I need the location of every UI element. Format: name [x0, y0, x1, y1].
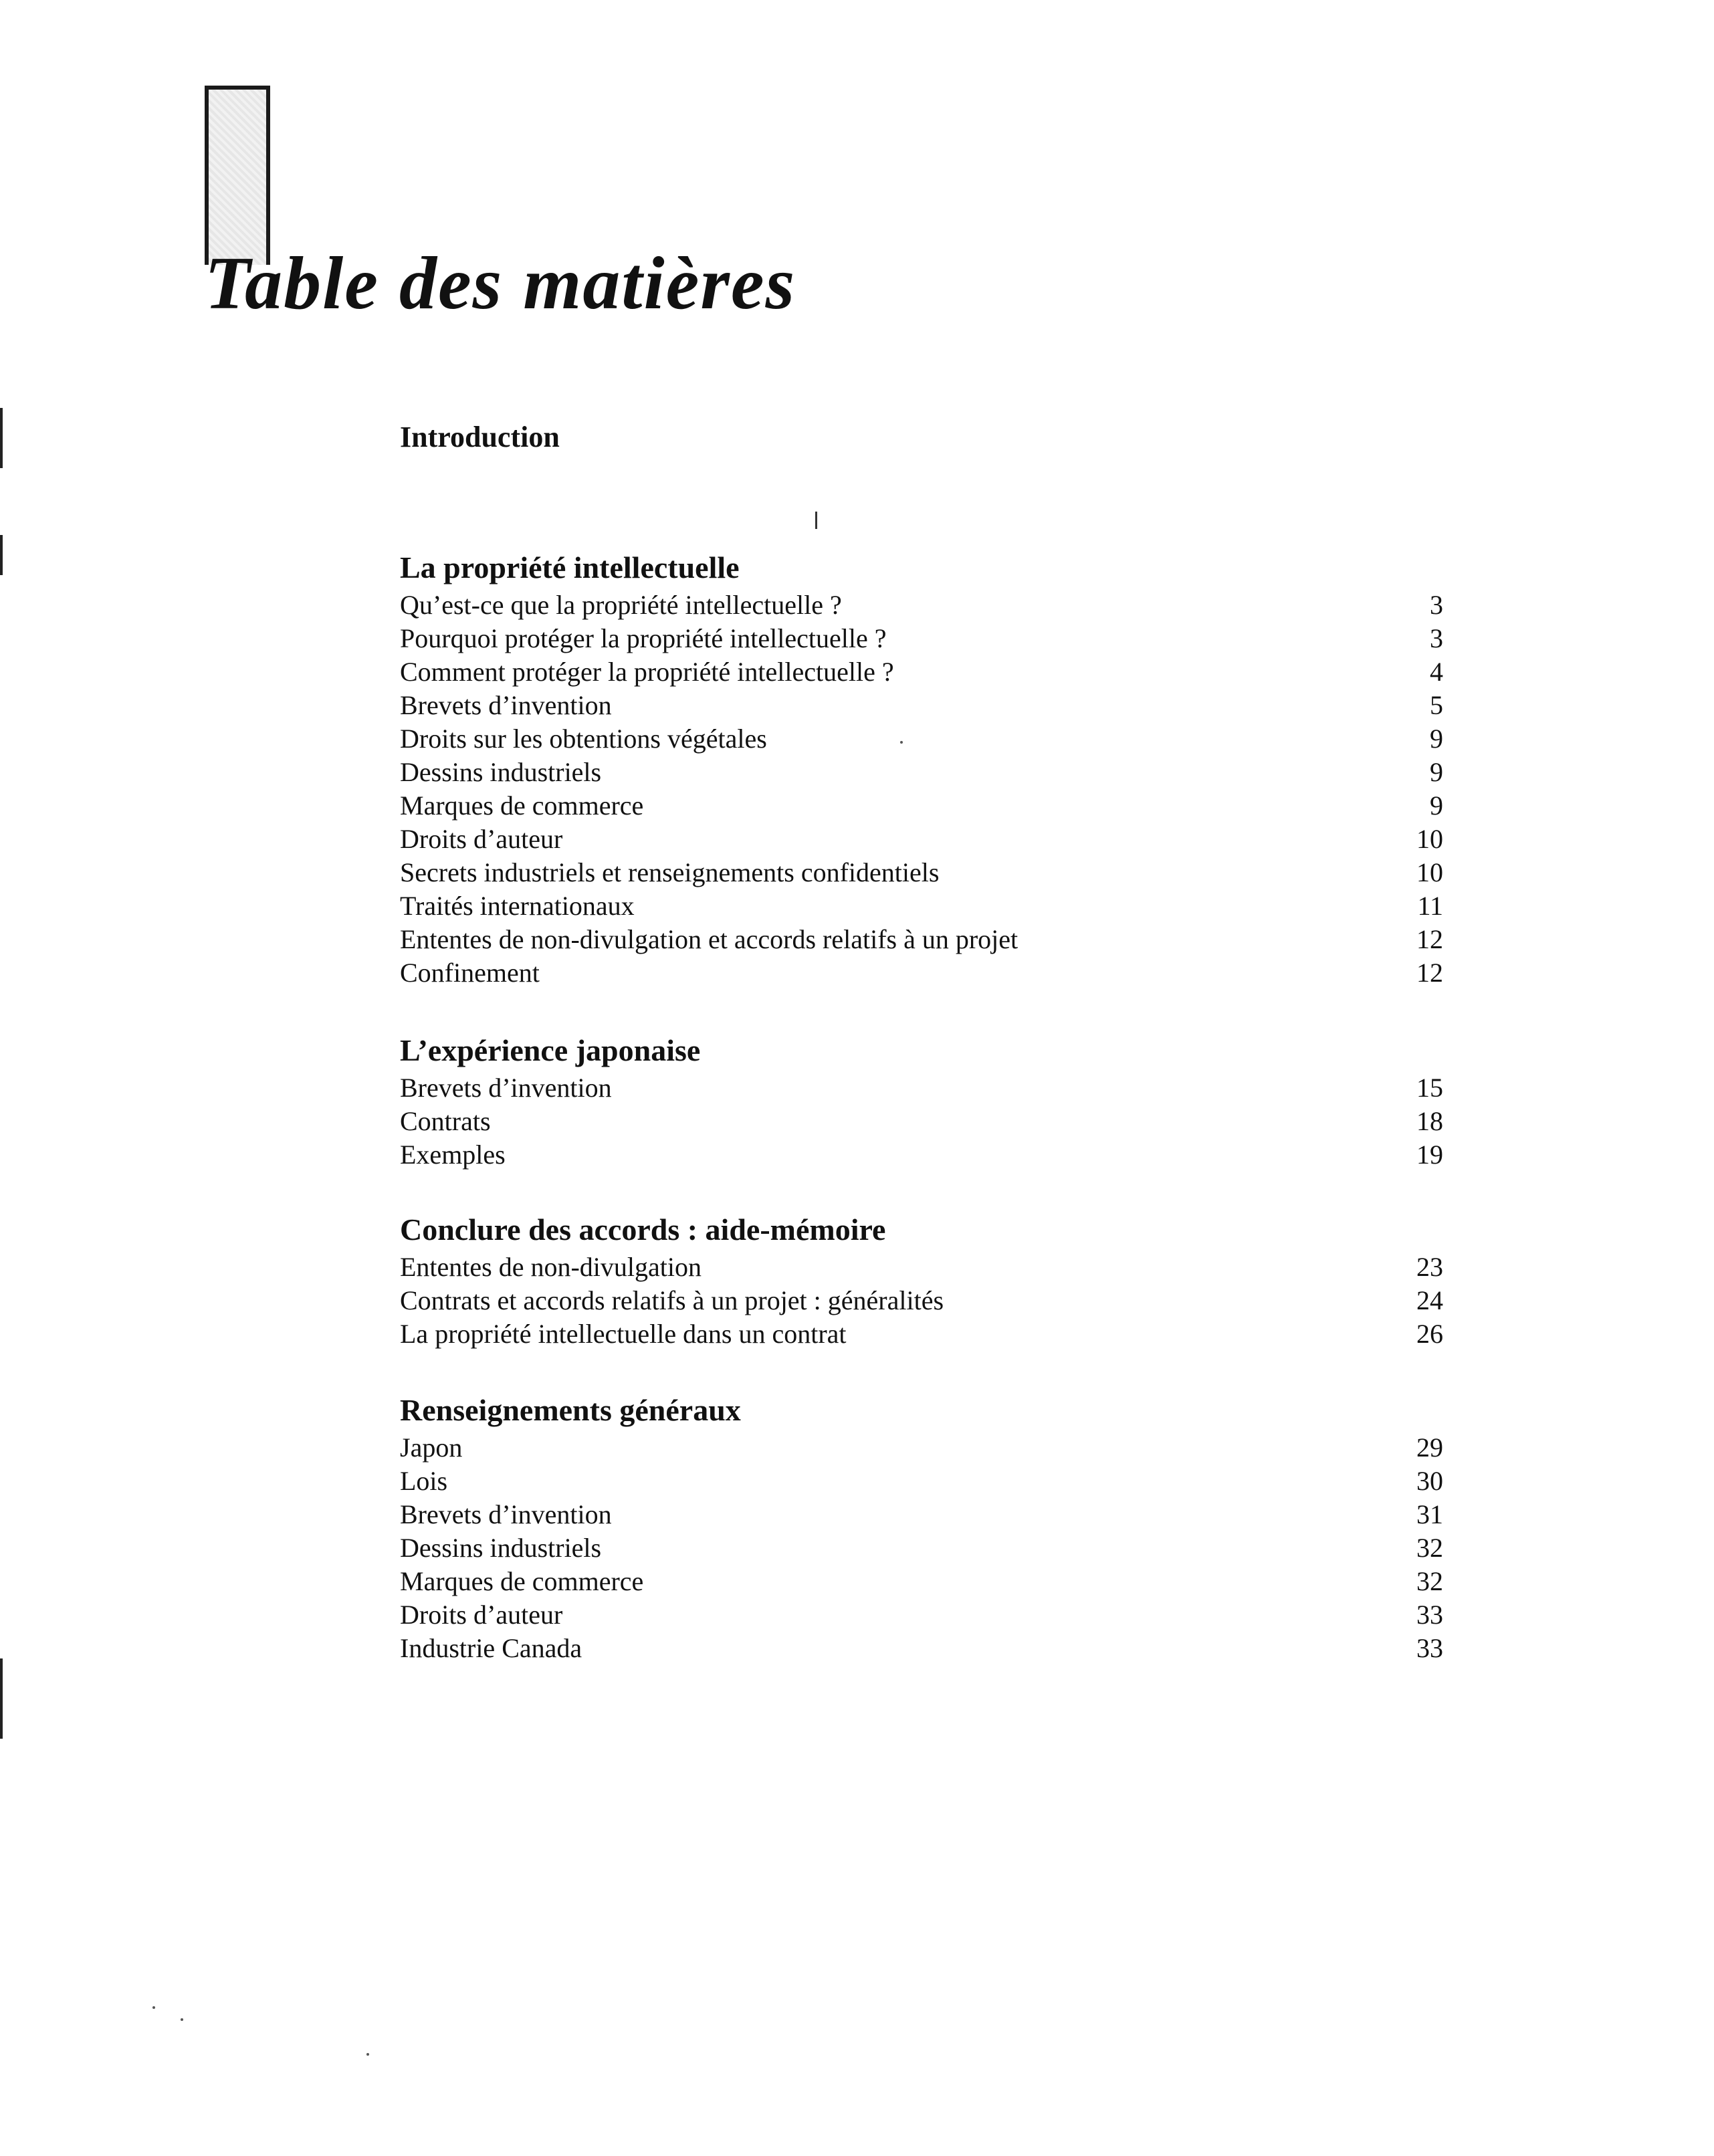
entry-page: 3 — [1430, 590, 1443, 620]
entry-label: Droits d’auteur — [400, 824, 563, 854]
entry-page: 12 — [1416, 958, 1443, 988]
toc-entry — [400, 1431, 1443, 1465]
entry-page: 24 — [1416, 1285, 1443, 1315]
toc-entry — [400, 1251, 1443, 1284]
entry-page: 5 — [1430, 690, 1443, 720]
toc-entry — [400, 689, 1443, 722]
scan-speck — [152, 2006, 155, 2009]
entry-page: 9 — [1430, 790, 1443, 821]
section-heading: L’expérience japonaise — [400, 1033, 701, 1067]
toc-entry — [400, 1598, 1443, 1632]
entry-label: Droits sur les obtentions végétales — [400, 724, 767, 754]
entry-page: 32 — [1416, 1566, 1443, 1596]
entry-label: Contrats et accords relatifs à un projet : généralités — [400, 1285, 944, 1315]
entry-label: Marques de commerce — [400, 1566, 644, 1596]
toc-section — [400, 1030, 1443, 1172]
toc-entry — [400, 1284, 1443, 1317]
entry-page: 10 — [1416, 824, 1443, 854]
toc-entry — [400, 1565, 1443, 1598]
scan-edge-mark — [0, 1658, 3, 1739]
entry-page: 33 — [1416, 1633, 1443, 1663]
toc-section — [400, 1209, 1443, 1351]
entry-page: 3 — [1430, 623, 1443, 653]
entry-page: 9 — [1430, 757, 1443, 787]
entry-label: Brevets d’invention — [400, 690, 612, 720]
entry-page: 9 — [1430, 724, 1443, 754]
toc-entry — [400, 1632, 1443, 1665]
section-heading: Renseignements généraux — [400, 1393, 741, 1427]
toc-introduction: Introduction — [400, 421, 560, 453]
entry-page: 31 — [1416, 1499, 1443, 1529]
toc-entry — [400, 622, 1443, 655]
entry-page: 19 — [1416, 1140, 1443, 1170]
entry-page: 30 — [1416, 1466, 1443, 1496]
page-title: Table des matières — [205, 242, 796, 325]
entry-page: 10 — [1416, 857, 1443, 887]
entry-label: Pourquoi protéger la propriété intellectuelle ? — [400, 623, 887, 653]
section-heading: La propriété intellectuelle — [400, 550, 740, 584]
entry-label: Ententes de non-divulgation — [400, 1252, 702, 1282]
entry-page: 4 — [1430, 657, 1443, 687]
entry-label: Marques de commerce — [400, 790, 644, 821]
entry-label: Droits d’auteur — [400, 1600, 563, 1630]
toc-entry — [400, 856, 1443, 889]
entry-label: Exemples — [400, 1140, 506, 1170]
entry-page: 11 — [1417, 891, 1443, 921]
entry-page: 15 — [1416, 1073, 1443, 1103]
toc-entry — [400, 1498, 1443, 1531]
toc-entry — [400, 1071, 1443, 1105]
entry-label: Lois — [400, 1466, 448, 1496]
scan-artifact — [815, 512, 817, 529]
entry-page: 33 — [1416, 1600, 1443, 1630]
toc-entry — [400, 823, 1443, 856]
table-of-contents — [400, 420, 1443, 1663]
toc-entry — [400, 1317, 1443, 1351]
entry-label: Contrats — [400, 1106, 491, 1136]
entry-page: 23 — [1416, 1252, 1443, 1282]
toc-entry — [400, 889, 1443, 923]
entry-page: 18 — [1416, 1106, 1443, 1136]
entry-page: 26 — [1416, 1319, 1443, 1349]
section-heading: Conclure des accords : aide-mémoire — [400, 1212, 886, 1247]
entry-label: Industrie Canada — [400, 1633, 582, 1663]
entry-label: Qu’est-ce que la propriété intellectuelle ? — [400, 590, 842, 620]
toc-entry — [400, 722, 1443, 756]
toc-section — [400, 1390, 1443, 1665]
toc-section — [400, 547, 1443, 990]
toc-entry — [400, 588, 1443, 622]
entry-label: Secrets industriels et renseignements confidentiels — [400, 857, 940, 887]
scan-speck — [366, 2053, 369, 2056]
scan-edge-mark — [0, 535, 3, 575]
entry-page: 29 — [1416, 1432, 1443, 1463]
scan-speck — [181, 2018, 183, 2021]
entry-label: La propriété intellectuelle dans un contrat — [400, 1319, 847, 1349]
toc-entry — [400, 756, 1443, 789]
entry-page: 12 — [1416, 924, 1443, 954]
toc-entry — [400, 956, 1443, 990]
entry-label: Brevets d’invention — [400, 1073, 612, 1103]
scan-edge-mark — [0, 408, 3, 468]
entry-label: Ententes de non-divulgation et accords relatifs à un projet — [400, 924, 1019, 954]
entry-page: 32 — [1416, 1533, 1443, 1563]
toc-entry — [400, 1138, 1443, 1172]
scan-speck — [900, 741, 903, 744]
entry-label: Traités internationaux — [400, 891, 635, 921]
entry-label: Japon — [400, 1432, 463, 1463]
toc-entry — [400, 1105, 1443, 1138]
toc-entry — [400, 1465, 1443, 1498]
toc-entry — [400, 789, 1443, 823]
toc-entry — [400, 655, 1443, 689]
toc-entry — [400, 923, 1443, 956]
entry-label: Dessins industriels — [400, 757, 602, 787]
chapter-box-ornament — [205, 86, 270, 265]
entry-label: Confinement — [400, 958, 540, 988]
toc-entry — [400, 1531, 1443, 1565]
entry-label: Dessins industriels — [400, 1533, 602, 1563]
entry-label: Brevets d’invention — [400, 1499, 612, 1529]
entry-label: Comment protéger la propriété intellectuelle ? — [400, 657, 894, 687]
